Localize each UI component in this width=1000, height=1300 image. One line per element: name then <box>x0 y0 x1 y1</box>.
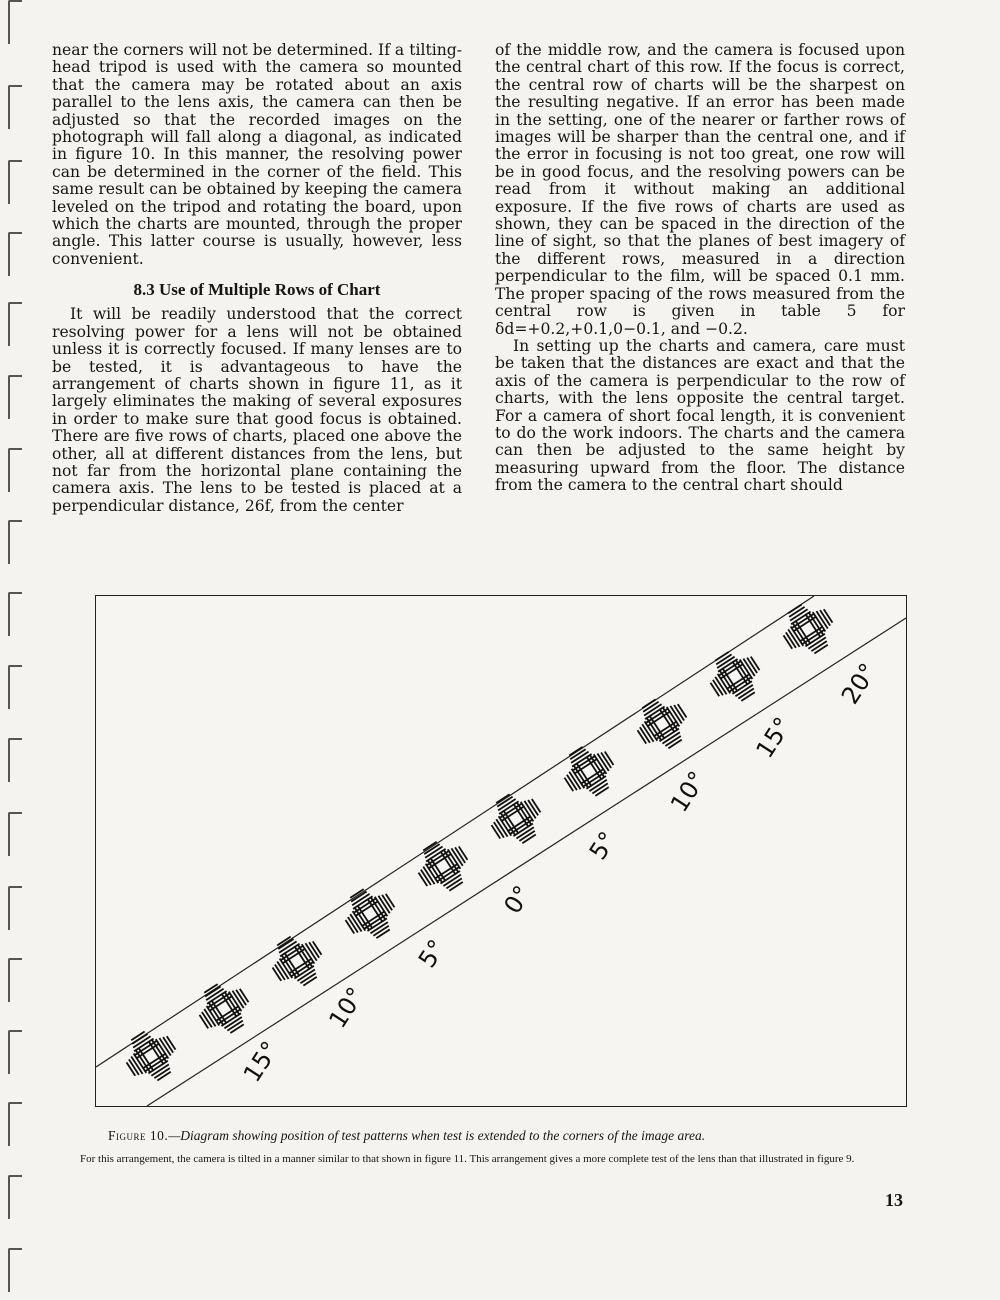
body-paragraph: of the middle row, and the camera is focused upon the central chart of this row. If the focus is correct, the central row of charts will be the sharpest on the resulting negative. If an error has been made in the setting, one of the nearer or farther rows of images will be sharper than the central one, and if the error in focusing is not too great, one row will be in good focus, and the resolving powers can be read from it without making an additional exposure. If the five rows of charts are used as shown, they can be spaced in the direction of the line of sight, so that the planes of best imagery of the different rows, measured in a direction perpendicular to the film, will be spaced 0.1 mm. The proper spacing of the rows measured from the central row is given in table 5 for δd=+0.2,+0.1,0−0.1, and −0.2. <box>495 41 905 338</box>
chart-bar <box>240 989 249 1002</box>
chart-bar <box>814 645 827 654</box>
body-paragraph: near the corners will not be determined. If a tilting-head tripod is used with the camera so mounted that the camera may be rotated about an axis parallel to the lens axis, the camera can then be adjusted so that the recorded images on the photograph will fall along a diagonal, as indicated in figure 10. In this manner, the resolving power can be determined in the corner of the field. This same result can be obtained by keeping the camera leveled on the tripod and rotating the board, upon which the charts are mounted, through the proper angle. This latter course is usually, however, less convenient. <box>52 41 462 268</box>
section-heading: 8.3 Use of Multiple Rows of Chart <box>133 280 381 300</box>
binding-ring <box>8 1248 22 1292</box>
chart-bar <box>157 1072 170 1081</box>
resolution-test-chart <box>775 596 841 662</box>
binding-ring <box>8 738 22 782</box>
chart-bar <box>167 1036 176 1049</box>
resolution-test-chart <box>337 880 403 946</box>
chart-bar <box>678 704 687 717</box>
chart-bar <box>565 778 574 791</box>
chart-bar <box>419 873 428 886</box>
angle-label: 15° <box>237 1036 285 1088</box>
test-pattern-diagram <box>96 596 906 1106</box>
figure-caption <box>108 1128 908 1144</box>
resolution-test-chart <box>264 928 330 994</box>
binding-ring <box>8 1030 22 1074</box>
diagonal-upper-line <box>96 596 814 1067</box>
body-paragraph: In setting up the charts and camera, care must be taken that the distances are exact and that the axis of the camera is perpendicular to the row of charts, with the lens opposite the central target. For a camera of short focal length, it is convenient to do the work indoors. The charts and the camera can then be adjusted to the same height by measuring upward from the floor. The distance from the camera to the central chart should <box>495 336 905 495</box>
chart-bar <box>638 730 647 743</box>
binding-ring <box>8 520 22 564</box>
caption-text: —Diagram showing position of test patterns when test is extended to the corners of the image area. <box>168 1128 706 1143</box>
chart-bar <box>459 846 468 859</box>
caption-label: Figure 10. <box>108 1128 169 1143</box>
chart-bar <box>569 747 582 756</box>
angle-label: 5° <box>583 826 623 865</box>
resolution-test-chart <box>556 738 622 804</box>
angle-label: 15° <box>750 712 798 764</box>
chart-bar <box>642 699 655 708</box>
chart-bar <box>386 894 395 907</box>
body-paragraph: It will be readily understood that the correct resolving power for a lens will not be obtained unless it is correctly focused. If many lenses are to be tested, it is advantageous to have the arrangement of charts shown in figure 11, as it largely eliminates the making of several exposures in order to make sure that good focus is obtained. There are five rows of charts, placed one above the other, all at different distances from the lens, but not far from the horizontal plane containing the camera axis. The lens to be tested is placed at a perpendicular distance, 26f, from the center <box>52 305 462 515</box>
chart-bar <box>595 787 608 796</box>
chart-bar <box>346 920 355 933</box>
binding-ring <box>8 812 22 856</box>
chart-bar <box>303 977 316 986</box>
figure-10-diagram <box>95 595 907 1107</box>
resolution-test-chart <box>483 786 549 852</box>
angle-label: 10° <box>323 982 371 1034</box>
binding-ring <box>8 1102 22 1146</box>
binding-ring <box>8 375 22 419</box>
binding-ring <box>8 232 22 276</box>
chart-bar <box>313 941 322 954</box>
binding-ring <box>8 1175 22 1219</box>
binding-ring <box>8 302 22 346</box>
test-chart-group <box>118 596 841 1089</box>
chart-bar <box>492 825 501 838</box>
right-column <box>495 42 905 495</box>
resolution-test-chart <box>702 643 768 709</box>
left-column <box>52 42 462 515</box>
chart-bar <box>741 692 754 701</box>
chart-bar <box>751 657 760 670</box>
binding-ring <box>8 958 22 1002</box>
chart-bar <box>784 635 793 648</box>
chart-bar <box>200 1015 209 1028</box>
chart-bar <box>711 683 720 696</box>
resolution-test-chart <box>118 1023 184 1089</box>
chart-bar <box>715 652 728 661</box>
angle-label: 0° <box>498 880 537 919</box>
chart-bar <box>522 835 535 844</box>
binding-ring <box>8 592 22 636</box>
chart-bar <box>376 929 389 938</box>
binding-ring <box>8 665 22 709</box>
chart-bar <box>127 1062 136 1075</box>
binding-ring <box>8 448 22 492</box>
resolution-test-chart <box>410 833 476 899</box>
angle-label: 5° <box>412 934 452 973</box>
binding-ring <box>8 85 22 129</box>
chart-bar <box>532 799 541 812</box>
page-number: 13 <box>885 1190 903 1210</box>
figure-footnote: For this arrangement, the camera is tilted in a manner similar to that shown in figure 11. This arrangement gives a more complete test of the lens than that illustrated in figure 9. <box>80 1153 855 1165</box>
chart-bar <box>668 740 681 749</box>
binding-ring <box>8 160 22 204</box>
resolution-test-chart <box>629 691 695 757</box>
chart-bar <box>788 605 801 614</box>
angle-label: 10° <box>665 766 712 818</box>
spiral-binding <box>0 0 30 1300</box>
diagonal-lower-line <box>147 618 906 1106</box>
angle-label: 20° <box>835 658 883 710</box>
binding-ring <box>8 886 22 930</box>
resolution-test-chart <box>191 975 257 1041</box>
angle-label-group <box>238 658 883 1087</box>
chart-bar <box>496 794 509 803</box>
chart-bar <box>350 889 363 898</box>
chart-bar <box>273 967 282 980</box>
chart-bar <box>605 752 614 765</box>
chart-bar <box>449 882 462 891</box>
binding-ring <box>8 0 22 44</box>
chart-bar <box>423 842 436 851</box>
chart-bar <box>230 1024 243 1033</box>
chart-bar <box>824 609 833 622</box>
